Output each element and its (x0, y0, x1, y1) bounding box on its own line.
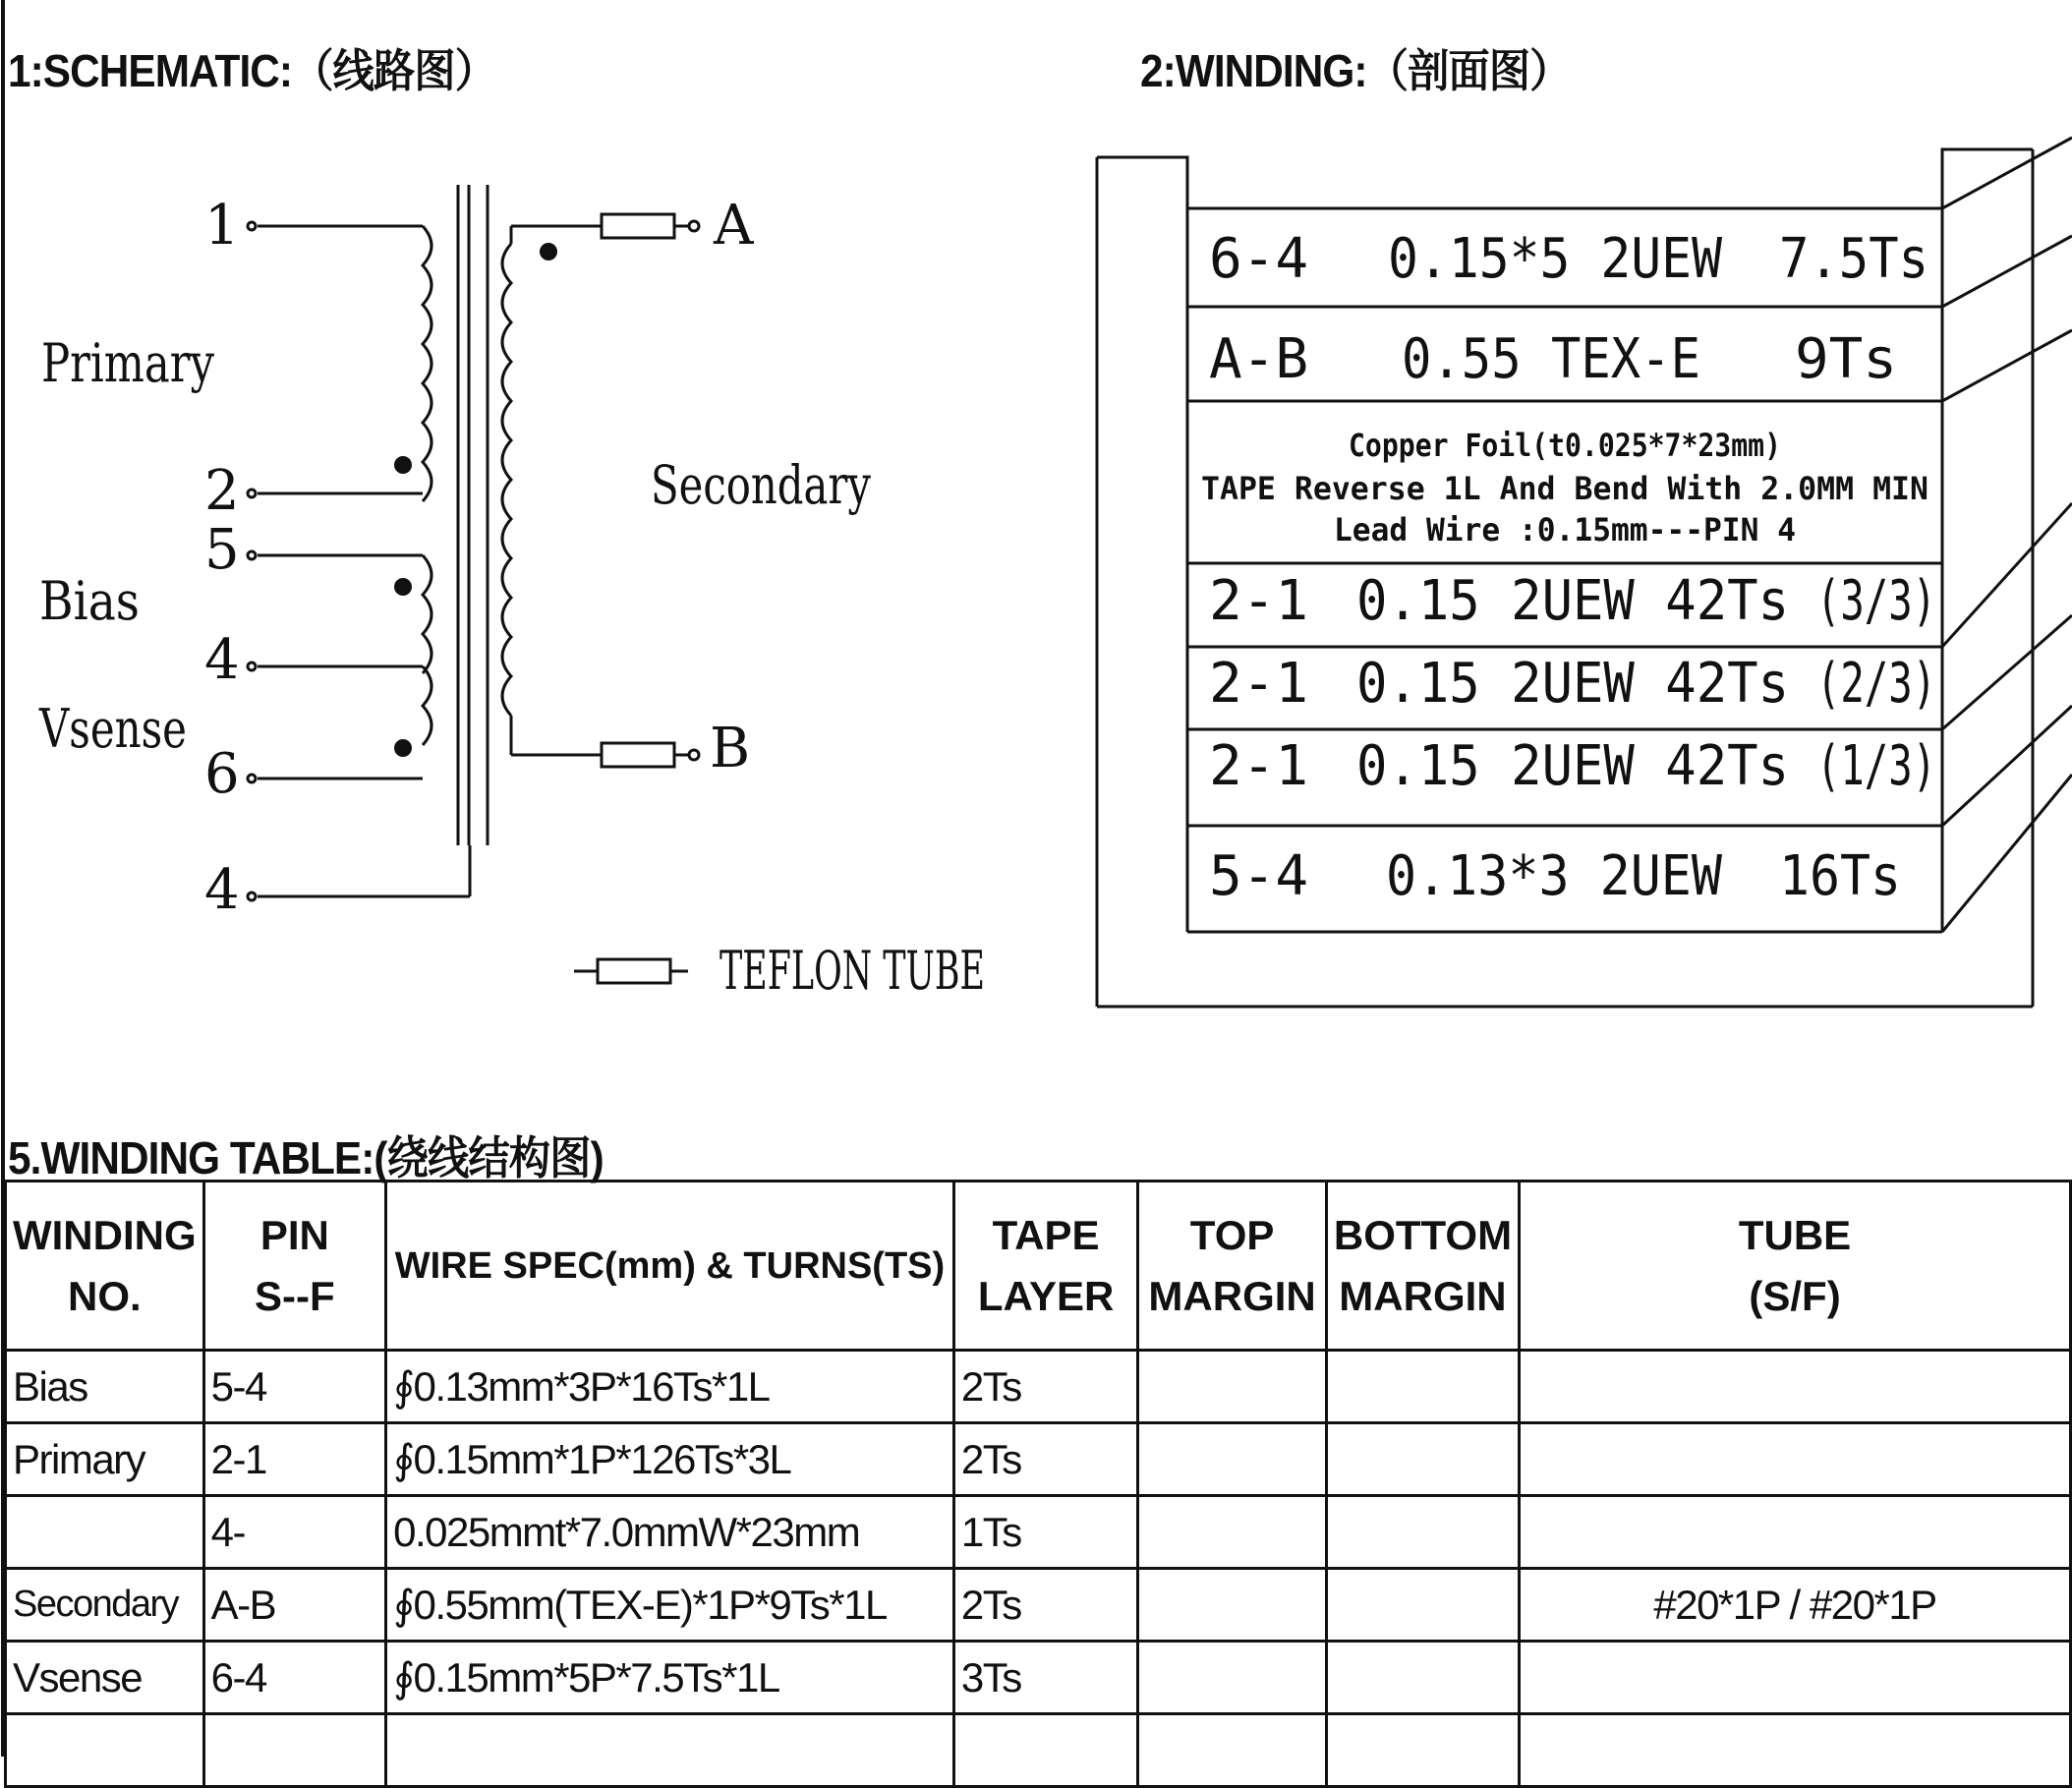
layer-turns: (3/3) (1816, 569, 1936, 633)
pin-terminal (248, 893, 256, 900)
cell-top (1138, 1423, 1327, 1496)
primary-coil (423, 226, 432, 501)
cell-top (1138, 1569, 1327, 1642)
winding-section-title: 2:WINDING:（剖面图） (1140, 45, 1571, 96)
layer-turns: (2/3) (1816, 652, 1936, 716)
cell-winding (6, 1714, 204, 1787)
cell-wire: 0.025mmt*7.0mmW*23mm (386, 1496, 954, 1569)
cell-tape: 1Ts (953, 1496, 1137, 1569)
cell-bottom (1326, 1496, 1519, 1569)
cell-wire: ∮0.55mm(TEX-E)*1P*9Ts*1L (386, 1569, 954, 1642)
pin-label: 4 (204, 628, 240, 692)
cell-pin: 2-1 (203, 1423, 385, 1496)
leader-line (1942, 330, 2072, 401)
table-header-row (6, 1182, 2071, 1351)
layer-pins: A-B (1209, 327, 1309, 391)
foil-spec: Copper Foil(t0.025*7*23mm) (1349, 427, 1781, 464)
cell-tape (953, 1714, 1137, 1787)
bias-coil (423, 555, 432, 673)
cell-tube (1520, 1496, 2071, 1569)
cell-tape: 2Ts (953, 1423, 1137, 1496)
pin-label: 5 (204, 518, 240, 582)
pin-label: 1 (204, 194, 240, 258)
layer-turns: (1/3) (1816, 734, 1936, 798)
leader-line (1942, 706, 2072, 826)
pin-terminal (248, 775, 256, 782)
teflon-tube-a (602, 214, 674, 238)
polarity-dot (540, 243, 557, 260)
cell-pin: 4- (203, 1496, 385, 1569)
pin-terminal (689, 750, 699, 760)
teflon-tube-b (602, 743, 674, 767)
table-row (6, 1351, 2071, 1423)
primary-label: Primary (41, 332, 215, 394)
polarity-dot (394, 739, 412, 757)
cell-bottom (1326, 1642, 1519, 1714)
cell-top (1138, 1714, 1327, 1787)
table-row (6, 1423, 2071, 1496)
pin-label: 2 (204, 459, 240, 523)
pin-terminal (248, 222, 256, 230)
vsense-coil (423, 666, 432, 745)
pin-label: 6 (204, 742, 240, 806)
cell-tape: 2Ts (953, 1569, 1137, 1642)
winding-cross-section (1089, 98, 2072, 1003)
cell-pin (203, 1714, 385, 1787)
leader-line (1942, 615, 2072, 729)
cell-tube (1520, 1714, 2071, 1787)
schematic-section-title: 1:SCHEMATIC:（线路图） (8, 45, 496, 96)
winding-table (4, 1180, 2072, 1788)
layer-pins: 2-1 (1209, 569, 1309, 633)
cell-bottom (1326, 1351, 1519, 1423)
pin-terminal (248, 551, 256, 559)
foil-lead-wire: Lead Wire :0.15mm---PIN 4 (1334, 511, 1796, 548)
teflon-tube-legend (598, 959, 670, 983)
leader-line (1942, 503, 2072, 647)
cell-tube: #20*1P / #20*1P (1520, 1569, 2071, 1642)
header-pin: PIN S--F (203, 1182, 385, 1351)
vsense-label: Vsense (38, 698, 188, 760)
layer-pins: 6-4 (1209, 227, 1309, 291)
layer-wire: 0.15 2UEW 42Ts (1356, 569, 1789, 633)
header-winding-no: WINDING NO. (6, 1182, 204, 1351)
pin-terminal (248, 490, 256, 497)
layer-wire: 0.15*5 2UEW (1388, 227, 1723, 291)
layer-wire: 0.15 2UEW 42Ts (1356, 652, 1789, 716)
cell-bottom (1326, 1569, 1519, 1642)
cell-top (1138, 1496, 1327, 1569)
bias-label: Bias (39, 570, 140, 632)
cell-winding (6, 1496, 204, 1569)
leader-line (1942, 775, 2072, 932)
secondary-coil (502, 244, 511, 716)
table-row (6, 1569, 2071, 1642)
bobbin-flange-right (1942, 149, 2033, 201)
header-tape-layer: TAPE LAYER (953, 1182, 1137, 1351)
layer-wire: 0.55 TEX-E (1402, 327, 1700, 391)
cell-pin: 5-4 (203, 1351, 385, 1423)
cell-winding: Primary (6, 1423, 204, 1496)
table-row (6, 1642, 2071, 1714)
pin-terminal (248, 663, 256, 670)
bobbin-flange-left (1097, 157, 1187, 201)
pin-label: 4 (204, 858, 240, 922)
cell-tube (1520, 1642, 2071, 1714)
pin-terminal (689, 221, 699, 231)
cell-tube (1520, 1423, 2071, 1496)
layer-pins: 2-1 (1209, 652, 1309, 716)
layer-turns: 16Ts (1779, 844, 1901, 908)
foil-tape-note: TAPE Reverse 1L And Bend With 2.0MM MIN (1201, 470, 1928, 507)
header-top-margin: TOP MARGIN (1138, 1182, 1327, 1351)
cell-bottom (1326, 1714, 1519, 1787)
teflon-tube-legend-label: TEFLON TUBE (719, 940, 985, 1002)
cell-tape: 3Ts (953, 1642, 1137, 1714)
layer-pins: 2-1 (1209, 734, 1309, 798)
cell-winding: Secondary (6, 1569, 204, 1642)
layer-turns: 9Ts (1795, 327, 1897, 391)
cell-wire: ∮0.13mm*3P*16Ts*1L (386, 1351, 954, 1423)
layer-turns: 7.5Ts (1779, 227, 1928, 291)
cell-top (1138, 1642, 1327, 1714)
cell-wire (386, 1714, 954, 1787)
schematic-diagram (0, 0, 1042, 1042)
leader-line (1942, 236, 2072, 307)
pin-label: A (714, 194, 754, 258)
cell-pin: A-B (203, 1569, 385, 1642)
polarity-dot (394, 456, 412, 474)
polarity-dot (394, 578, 412, 596)
cell-wire: ∮0.15mm*1P*126Ts*3L (386, 1423, 954, 1496)
table-row (6, 1496, 2071, 1569)
header-wire-spec: WIRE SPEC(mm) & TURNS(TS) (386, 1182, 954, 1351)
table-row (6, 1714, 2071, 1787)
cell-winding: Bias (6, 1351, 204, 1423)
header-bottom-margin: BOTTOM MARGIN (1326, 1182, 1519, 1351)
cell-bottom (1326, 1423, 1519, 1496)
cell-top (1138, 1351, 1327, 1423)
cell-wire: ∮0.15mm*5P*7.5Ts*1L (386, 1642, 954, 1714)
cell-winding: Vsense (6, 1642, 204, 1714)
cell-tape: 2Ts (953, 1351, 1137, 1423)
layer-wire: 0.15 2UEW 42Ts (1356, 734, 1789, 798)
layer-wire: 0.13*3 2UEW (1386, 844, 1723, 908)
secondary-label: Secondary (651, 454, 872, 516)
pin-label: B (710, 717, 751, 780)
cell-pin: 6-4 (203, 1642, 385, 1714)
winding-table-title: 5.WINDING TABLE:(绕线结构图) (8, 1132, 604, 1183)
cell-tube (1520, 1351, 2071, 1423)
layer-pins: 5-4 (1209, 844, 1309, 908)
header-tube: TUBE (S/F) (1520, 1182, 2071, 1351)
